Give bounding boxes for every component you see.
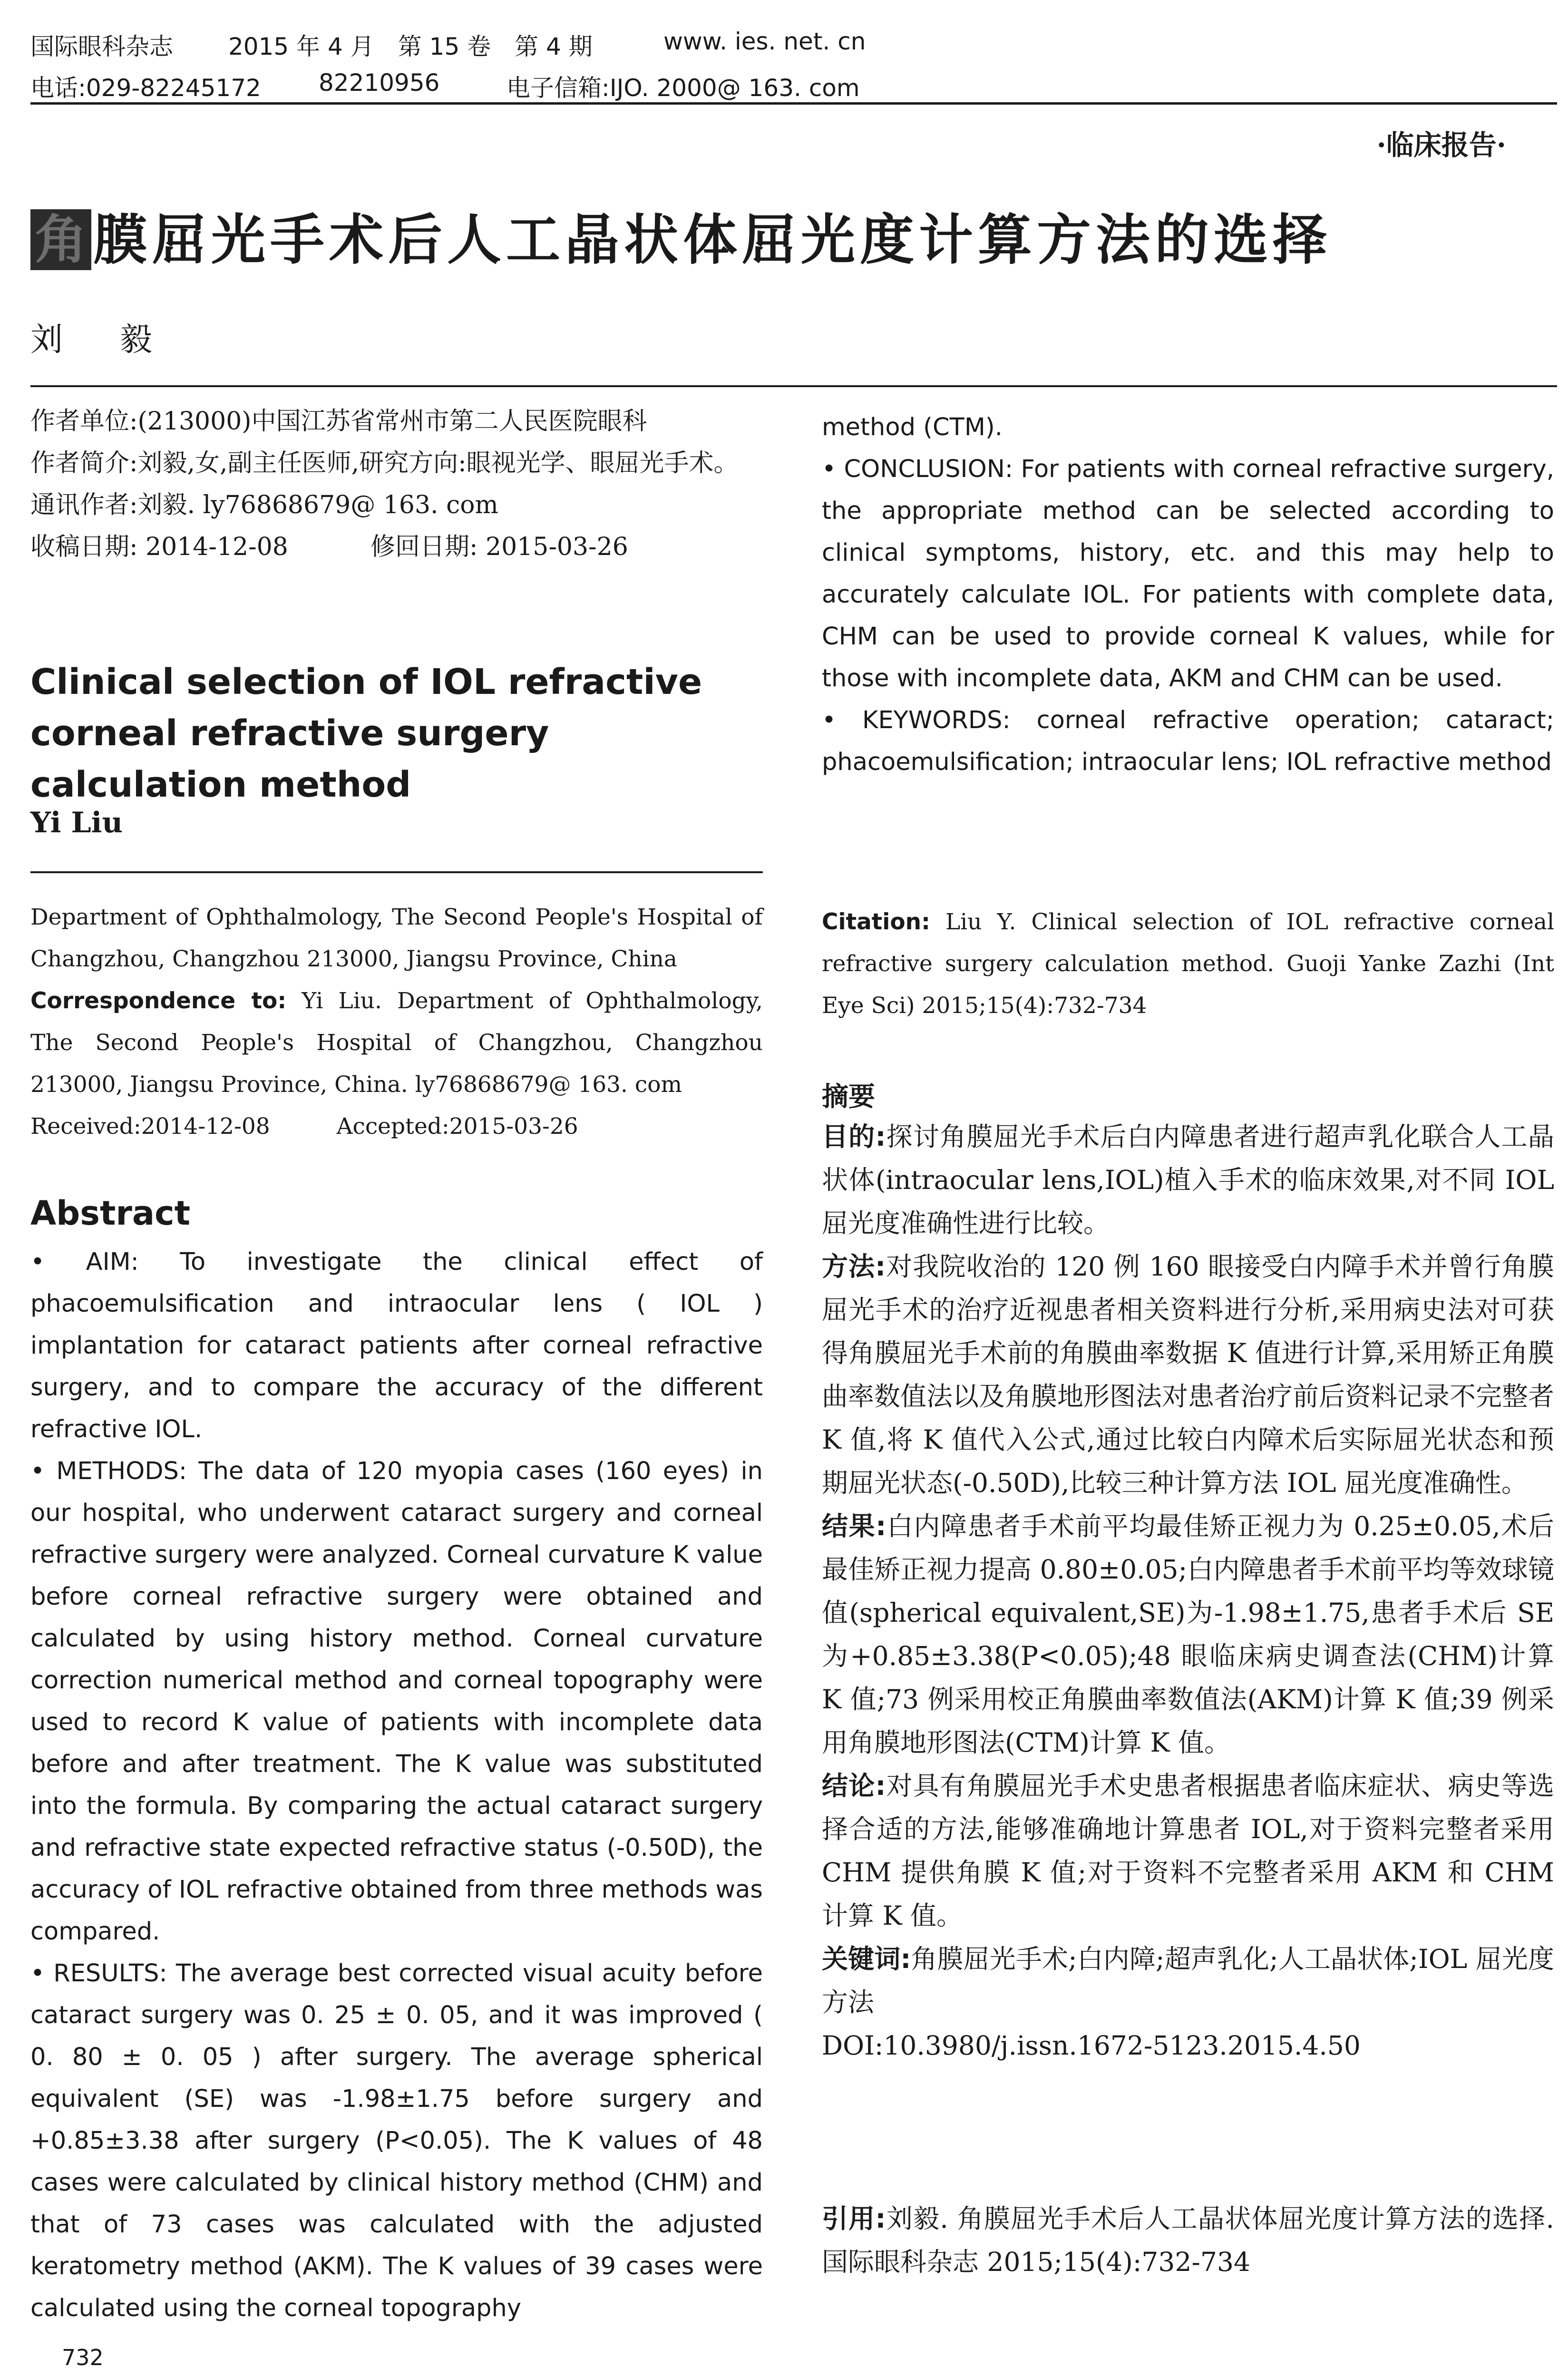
department: Department of Ophthalmology, The Second People's Hospital of Changzhou, Changzhou 213000, Jiangsu Province, China	[30, 904, 763, 972]
dates	[30, 526, 763, 568]
author-bio: 作者简介:刘毅,女,副主任医师,研究方向:眼视光学、眼屈光手术。	[30, 449, 739, 477]
english-rule	[30, 871, 763, 873]
cn-results: 白内障患者手术前平均最佳矫正视力为 0.25±0.05,术后最佳矫正视力提高 0.80±0.05;白内障患者手术前平均等效球镜值(spherical equivalent,SE)为-1.98±1.75,患者手术后 SE 为+0.85±3.38(P<0.05);48 眼临床病史调查法(CHM)计算 K 值;73 例采用校正角膜曲率数值法(AKM)计算 K 值;39 例采用角膜地形图法(CTM)计算 K 值。	[822, 1511, 1554, 1758]
abstract-body	[30, 1241, 763, 2329]
corresponding-author: 通讯作者:刘毅. ly76868679@ 163. com	[30, 491, 498, 519]
article-title: 膜屈光手术后人工晶状体屈光度计算方法的选择	[93, 208, 1332, 272]
cn-keywords-label: 关键词:	[822, 1944, 911, 1974]
abstract-results-cont: method (CTM).	[822, 413, 1003, 441]
doi: DOI:10.3980/j.issn.1672-5123.2015.4.50	[822, 2030, 1361, 2061]
cn-results-label: 结果:	[822, 1511, 886, 1541]
affiliation: 作者单位:(213000)中国江苏省常州市第二人民医院眼科	[30, 407, 647, 436]
journal-name: 国际眼科杂志	[30, 33, 173, 60]
author-cn: 刘毅	[30, 321, 210, 359]
received-date: 收稿日期: 2014-12-08	[30, 533, 288, 561]
english-dates	[30, 1106, 763, 1148]
citation-label: Citation:	[822, 909, 930, 935]
email: 电子信箱:IJO. 2000@ 163. com	[506, 74, 860, 102]
cn-abstract-heading: 摘要	[822, 1081, 875, 1112]
phone-2: 82210956	[319, 69, 440, 97]
citation	[822, 901, 1554, 1027]
correspondence-label: Correspondence to:	[30, 988, 287, 1014]
author-info	[30, 400, 763, 568]
correspondence-text: Yi Liu. Department of Ophthalmology, The Second People's Hospital of Changzhou, Changzhou 213000, Jiangsu Province, China. ly76868679@ 163. com	[30, 988, 763, 1098]
abstract-methods: • METHODS: The data of 120 myopia cases (160 eyes) in our hospital, who underwent cataract surgery and corneal refractive surgery were analyzed. Corneal curvature K value before corneal refractive surgery were obtained and calculated by using history method. Corneal curvature correction numerical method and corneal topography were used to record K value of patients with incomplete data before and after treatment. The K value was substituted into the formula. By comparing the actual cataract surgery and refractive state expected refractive status (-0.50D), the accuracy of IOL refractive obtained from three methods was compared.	[30, 1457, 763, 1946]
header-rule	[30, 102, 1557, 105]
abstract-conclusion: • CONCLUSION: For patients with corneal refractive surgery, the appropriate method can be selected according to clinical symptoms, history, etc. and this may help to accurately calculate IOL. For patients with complete data, CHM can be used to provide corneal K values, while for those with incomplete data, AKM and CHM can be used.	[822, 455, 1554, 692]
cn-methods-label: 方法:	[822, 1251, 886, 1282]
page-number: 732	[62, 2345, 104, 2370]
revised-date: 修回日期: 2015-03-26	[370, 533, 628, 561]
cn-keywords: 角膜屈光手术;白内障;超声乳化;人工晶状体;IOL 屈光度方法	[822, 1944, 1554, 2017]
section-label: ·临床报告·	[1376, 129, 1506, 161]
cn-aim-label: 目的:	[822, 1121, 886, 1152]
english-accepted: Accepted:2015-03-26	[336, 1113, 578, 1140]
cn-cite-label: 引用:	[822, 2203, 886, 2234]
cn-aim: 探讨角膜屈光手术后白内障患者进行超声乳化联合人工晶状体(intraocular lens,IOL)植入手术的临床效果,对不同 IOL 屈光度准确性进行比较。	[822, 1121, 1554, 1238]
cn-abstract	[822, 1115, 1554, 2067]
english-title: Clinical selection of IOL refractive corneal refractive surgery calculation method	[30, 662, 702, 805]
cn-conclusion: 对具有角膜屈光手术史患者根据患者临床症状、病史等选择合适的方法,能够准确地计算患者 IOL,对于资料完整者采用 CHM 提供角膜 K 值;对于资料不完整者采用 AKM 和 CHM 计算 K 值。	[822, 1771, 1554, 1931]
abstract-aim: • AIM: To investigate the clinical effect of phacoemulsification and intraocular lens ( IOL ) implantation for cataract patients after corneal refractive surgery, and to compare the accuracy of the different refractive IOL.	[30, 1248, 763, 1443]
abstract-results: • RESULTS: The average best corrected visual acuity before cataract surgery was 0. 25 ± 0. 05, and it was improved ( 0. 80 ± 0. 05 ) after surgery. The average spherical equivalent (SE) was -1.98±1.75 before surgery and +0.85±3.38 after surgery (P<0.05). The K values of 48 cases were calculated by clinical history method (CHM) and that of 73 cases was calculated with the adjusted keratometry method (AKM). The K values of 39 cases were calculated using the corneal topography	[30, 1959, 763, 2322]
cn-citation	[822, 2197, 1554, 2284]
english-received: Received:2014-12-08	[30, 1113, 270, 1140]
title-rule	[30, 385, 1557, 387]
cn-cite: 刘毅. 角膜屈光手术后人工晶状体屈光度计算方法的选择. 国际眼科杂志 2015;15(4):732-734	[822, 2203, 1555, 2277]
abstract-keywords: • KEYWORDS: corneal refractive operation; cataract; phacoemulsification; intraocular lens; IOL refractive method	[822, 706, 1554, 776]
phone: 电话:029-82245172	[30, 74, 261, 102]
cn-methods: 对我院收治的 120 例 160 眼接受白内障手术并曾行角膜屈光手术的治疗近视患者相关资料进行分析,采用病史法对可获得角膜屈光手术前的角膜曲率数据 K 值进行计算,采用矫正角膜曲率数值法以及角膜地形图法对患者治疗前后资料记录不完整者 K 值,将 K 值代入公式,通过比较白内障术后实际屈光状态和预期屈光状态(-0.50D),比较三种计算方法 IOL 屈光度准确性。	[822, 1251, 1555, 1498]
correspondence	[30, 980, 763, 1106]
cn-conclusion-label: 结论:	[822, 1771, 886, 1801]
journal-website: www. ies. net. cn	[663, 28, 866, 55]
citation-text: Liu Y. Clinical selection of IOL refractive corneal refractive surgery calculation method. Guoji Yanke Zazhi (Int Eye Sci) 2015;15(4):732-734	[822, 909, 1554, 1019]
title-first-char: 角	[30, 209, 91, 270]
issue-info: 2015 年 4 月 第 15 卷 第 4 期	[228, 33, 593, 60]
english-affiliation	[30, 896, 763, 1148]
english-author: Yi Liu	[30, 806, 123, 839]
abstract-continued	[822, 407, 1554, 783]
abstract-heading: Abstract	[30, 1194, 191, 1233]
